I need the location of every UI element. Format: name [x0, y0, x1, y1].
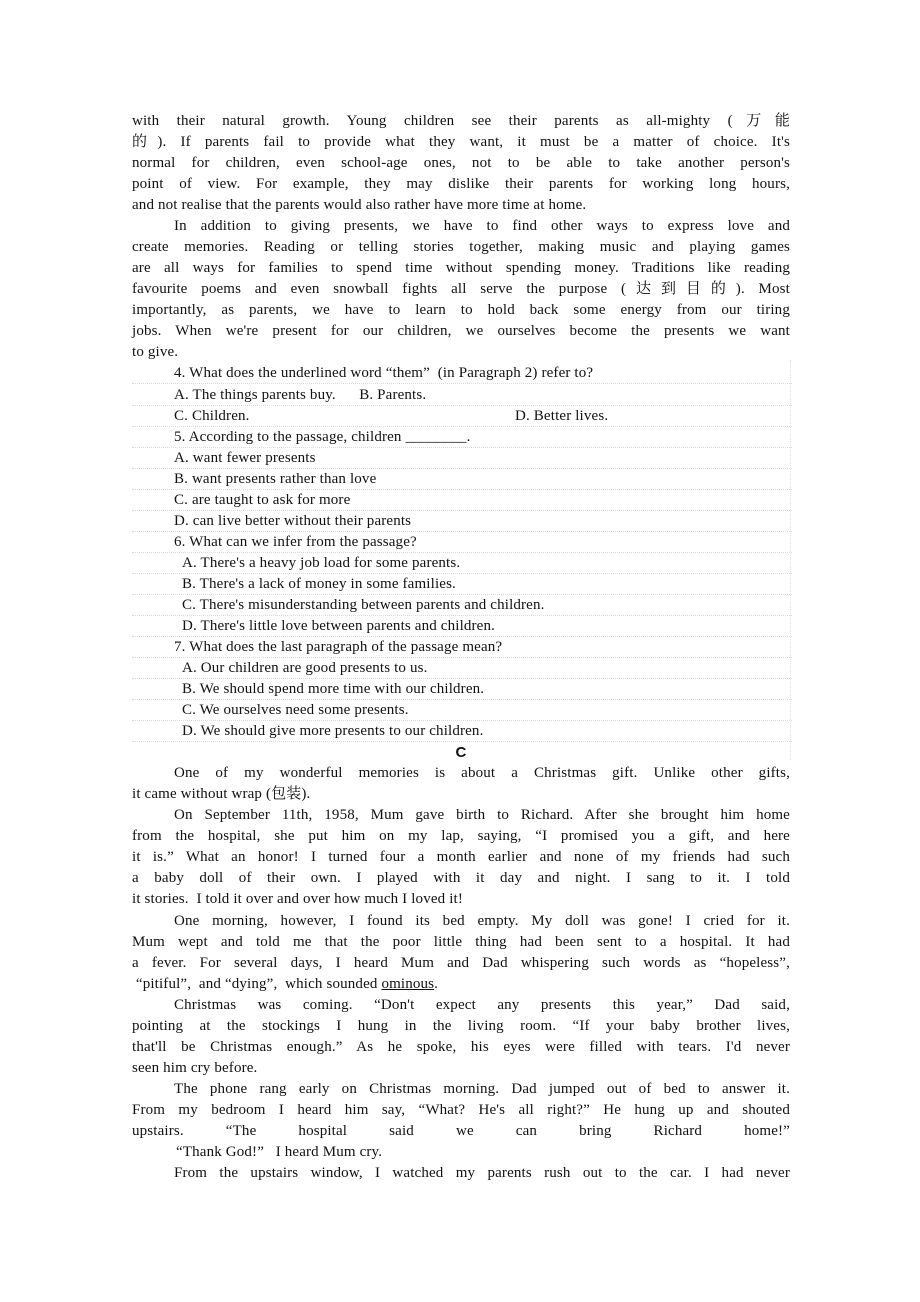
underlined-word: ominous	[381, 975, 435, 992]
line-text: seen him cry before.	[132, 1059, 258, 1076]
text-line	[132, 868, 790, 889]
line-text: 5. According to the passage, children ________.	[174, 428, 471, 445]
line-text: A. Our children are good presents to us.	[182, 660, 428, 677]
question-line	[132, 448, 790, 469]
text-line	[132, 111, 790, 132]
line-text: from the hospital, she put him on my lap, saying, “I promised you a gift, and here	[132, 828, 790, 845]
line-text: D. can live better without their parents	[174, 512, 412, 529]
line-text: importantly, as parents, we have to learn to hold back some energy from our tiring	[132, 302, 790, 319]
text-line	[132, 1037, 790, 1058]
question-line	[132, 490, 790, 511]
text-line	[132, 953, 790, 974]
text-line	[132, 237, 790, 258]
line-text: Mum wept and told me that the poor little thing had been sent to a hospital. It had	[132, 933, 790, 950]
text-line	[132, 932, 790, 953]
line-text: jobs. When we're present for our children, we ourselves become the presents we want	[132, 323, 790, 340]
margin-rule	[790, 360, 791, 760]
line-text: favourite poems and even snowball fights all serve the purpose (达到目的). Most	[132, 281, 790, 298]
text-line	[132, 132, 790, 153]
line-text: normal for children, even school-age ones, not to be able to take another person's	[132, 155, 790, 172]
line-text: From the upstairs window, I watched my parents rush out to the car. I had never	[174, 1165, 790, 1181]
line-text: 6. What can we infer from the passage?	[174, 533, 417, 550]
text-line	[132, 1121, 790, 1142]
question-line	[132, 595, 790, 616]
text-line	[132, 847, 790, 868]
question-line	[132, 574, 790, 595]
question-line	[132, 427, 790, 448]
line-text: are all ways for families to spend time without spending money. Traditions like reading	[132, 260, 790, 277]
line-text: C. There's misunderstanding between parents and children.	[182, 596, 545, 613]
line-text: C. Children.	[174, 407, 250, 424]
text-line	[132, 1079, 790, 1100]
question-line	[132, 385, 790, 406]
text-line	[132, 974, 790, 995]
text-line	[132, 216, 790, 237]
line-text: it stories. I told it over and over how much I loved it!	[132, 891, 463, 908]
text-line	[132, 1016, 790, 1037]
line-text: it is.” What an honor! I turned four a month earlier and none of my friends had such	[132, 849, 790, 866]
text-line	[132, 889, 790, 910]
text-line	[132, 805, 790, 826]
text-line	[132, 1100, 790, 1121]
section-heading	[132, 742, 790, 763]
question-line	[132, 700, 790, 721]
question-line	[132, 721, 790, 742]
line-text: a fever. For several days, I heard Mum and Dad whispering such words as “hopeless”,	[132, 954, 790, 971]
text-line	[132, 195, 790, 216]
line-text: From my bedroom I heard him say, “What? He's all right?” He hung up and shouted	[132, 1101, 790, 1118]
line-text: point of view. For example, they may dislike their parents for working long hours,	[132, 176, 790, 193]
question-line	[132, 616, 790, 637]
line-text: C. We ourselves need some presents.	[182, 702, 409, 719]
text-line	[132, 321, 790, 342]
line-text: A. The things parents buy. B. Parents.	[174, 386, 427, 403]
question-line	[132, 406, 790, 427]
line-text: a baby doll of their own. I played with it day and night. I sang to it. I told	[132, 870, 790, 887]
text-line	[132, 279, 790, 300]
line-text: 的). If parents fail to provide what they want, it must be a matter of choice. It's	[132, 134, 790, 151]
line-text: The phone rang early on Christmas morning. Dad jumped out of bed to answer it.	[174, 1080, 790, 1097]
line-text: that'll be Christmas enough.” As he spoke, his eyes were filled with tears. I'd never	[132, 1038, 790, 1055]
text-line	[132, 1142, 790, 1163]
text-line	[132, 784, 790, 805]
line-text: C	[455, 744, 467, 762]
line-text: create memories. Reading or telling stories together, making music and playing games	[132, 239, 790, 256]
line-text: B. There's a lack of money in some families.	[182, 575, 456, 592]
text-line	[132, 258, 790, 279]
line-text: Christmas was coming. “Don't expect any presents this year,” Dad said,	[174, 996, 790, 1013]
line-text: 4. What does the underlined word “them” (in Paragraph 2) refer to?	[174, 365, 594, 382]
line-text: A. There's a heavy job load for some parents.	[182, 554, 461, 571]
text-line	[132, 826, 790, 847]
question-line	[132, 532, 790, 553]
line-text: and not realise that the parents would also rather have more time at home.	[132, 197, 587, 214]
line-text: D. There's little love between parents and children.	[182, 617, 496, 634]
question-line	[132, 553, 790, 574]
text-line	[132, 763, 790, 784]
line-text: One morning, however, I found its bed empty. My doll was gone! I cried for it.	[174, 912, 790, 929]
text-line	[132, 995, 790, 1016]
line-text-after: .	[434, 975, 439, 992]
text-line	[132, 153, 790, 174]
question-line	[132, 363, 790, 384]
line-text: it came without wrap (包装).	[132, 786, 311, 803]
line-text: pointing at the stockings I hung in the living room. “If your baby brother lives,	[132, 1017, 790, 1034]
line-text: D. We should give more presents to our children.	[182, 723, 484, 740]
line-text: to give.	[132, 344, 179, 361]
text-line	[132, 342, 790, 363]
line-text: 7. What does the last paragraph of the passage mean?	[174, 639, 503, 655]
option-d: D. Better lives.	[515, 407, 609, 424]
question-line	[132, 679, 790, 700]
line-text: In addition to giving presents, we have to find other ways to express love and	[174, 218, 790, 235]
line-text: “Thank God!” I heard Mum cry.	[176, 1143, 383, 1160]
text-line	[132, 1163, 790, 1184]
text-line	[132, 911, 790, 932]
text-line	[132, 1058, 790, 1079]
text-line	[132, 300, 790, 321]
line-text: On September 11th, 1958, Mum gave birth to Richard. After she brought him home	[174, 807, 790, 824]
line-text: B. We should spend more time with our children.	[182, 681, 485, 698]
question-line	[132, 658, 790, 679]
text-line	[132, 174, 790, 195]
line-text: B. want presents rather than love	[174, 470, 377, 487]
line-text: with their natural growth. Young children see their parents as all-mighty (万能	[132, 113, 790, 129]
line-text: upstairs. “The hospital said we can bring Richard home!”	[132, 1122, 790, 1139]
question-line	[132, 469, 790, 490]
line-text: C. are taught to ask for more	[174, 491, 351, 508]
line-text: A. want fewer presents	[174, 449, 316, 466]
question-line	[132, 511, 790, 532]
line-text: One of my wonderful memories is about a Christmas gift. Unlike other gifts,	[174, 765, 790, 782]
line-text: “pitiful”, and “dying”, which sounded	[132, 975, 382, 992]
question-line	[132, 637, 790, 658]
